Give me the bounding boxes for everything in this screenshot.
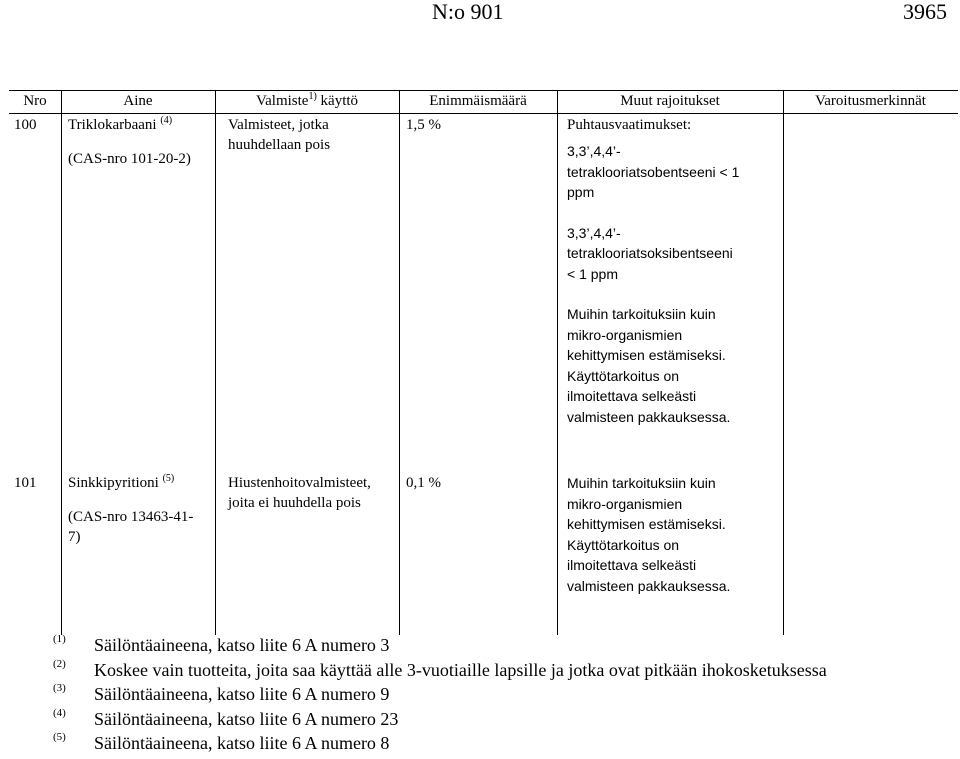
footnote	[53, 730, 953, 755]
footnote-mark: (1)	[53, 633, 66, 645]
row-aine-name: Triklokarbaani	[68, 117, 157, 133]
footnote	[53, 706, 953, 731]
row-aine-note: (5)	[162, 473, 175, 484]
page-header	[0, 0, 960, 40]
page-number: N:o 901	[432, 0, 504, 24]
row-enimmaismaara: 1,5 %	[406, 117, 441, 133]
row-muut-rajoitukset	[567, 115, 749, 427]
row-valmiste: Hiustenhoitovalmisteet, joita ei huuhdella pois	[228, 475, 371, 511]
header-kaytto-label: käyttö	[320, 93, 359, 109]
row-aine-name: Sinkkipyritioni	[68, 475, 159, 491]
row-enimmaismaara: 0,1 %	[406, 475, 441, 491]
footnote-text: Koskee vain tuotteita, joita saa käyttää alle 3-vuotiaille lapsille ja jotka ovat pitkään ihokosketuksessa	[94, 659, 827, 680]
col-divider-5	[783, 90, 784, 635]
footnote-text: Säilöntäaineena, katso liite 6 A numero 3	[94, 635, 390, 655]
header-varoitusmerkinnat: Varoitusmerkinnät	[815, 93, 926, 109]
footnote-mark: (5)	[53, 731, 66, 743]
row-muut-rajoitukset	[567, 473, 749, 596]
rajoitukset-title: Puhtausvaatimukset:	[567, 117, 692, 133]
header-muut-rajoitukset: Muut rajoitukset	[620, 93, 720, 109]
rajoitus-item: Muihin tarkoituksiin kuin mikro-organismien kehittymisen estämiseksi. Käyttötarkoitus on ilmoitettava selkeästi valmisteen pakkauksessa.	[567, 475, 731, 594]
page-number-right: 3965	[903, 0, 947, 24]
footnote-text: Säilöntäaineena, katso liite 6 A numero 23	[94, 708, 399, 729]
footnote-text: Säilöntäaineena, katso liite 6 A numero 8	[94, 733, 390, 753]
footnote-mark: (4)	[53, 706, 66, 719]
rajoitus-item: 3,3’,4,4’-tetraklooriatsobentseeni < 1 ppm	[567, 143, 740, 200]
header-nro: Nro	[23, 93, 47, 109]
footnote-mark: (2)	[53, 657, 66, 670]
rajoitus-item: 3,3’,4,4’-tetraklooriatsoksibentseeni < 1 ppm	[567, 224, 733, 282]
footnotes	[53, 632, 953, 755]
header-valmiste	[215, 91, 399, 113]
footnote	[53, 681, 953, 706]
row-nro: 101	[14, 475, 37, 491]
col-divider-4	[557, 90, 558, 635]
table-header-border	[9, 113, 958, 114]
row-valmiste: Valmisteet, jotka huuhdellaan pois	[228, 117, 331, 153]
footnote-text: Säilöntäaineena, katso liite 6 A numero 9	[94, 684, 390, 704]
row-cas: (CAS-nro 13463-41-7)	[68, 509, 194, 545]
col-divider-3	[399, 90, 400, 635]
rajoitus-item: Muihin tarkoituksiin kuin mikro-organismien kehittymisen estämiseksi. Käyttötarkoitus on ilmoitettava selkeästi valmisteen pakkauksessa.	[567, 306, 731, 425]
col-divider-2	[215, 90, 216, 635]
header-valmiste-note: 1)	[308, 91, 317, 102]
row-aine	[68, 473, 213, 547]
header-valmiste-label: Valmiste	[255, 93, 309, 109]
row-aine-note: (4)	[160, 115, 173, 126]
row-nro: 100	[14, 117, 37, 133]
row-aine	[68, 115, 208, 169]
header-aine: Aine	[123, 93, 153, 109]
footnote	[53, 657, 953, 682]
row-cas: (CAS-nro 101-20-2)	[68, 151, 191, 167]
footnote-mark: (3)	[53, 682, 66, 694]
footnote	[53, 632, 953, 657]
header-enimmaismaara: Enimmäismäärä	[429, 93, 527, 109]
col-divider-1	[61, 90, 62, 635]
